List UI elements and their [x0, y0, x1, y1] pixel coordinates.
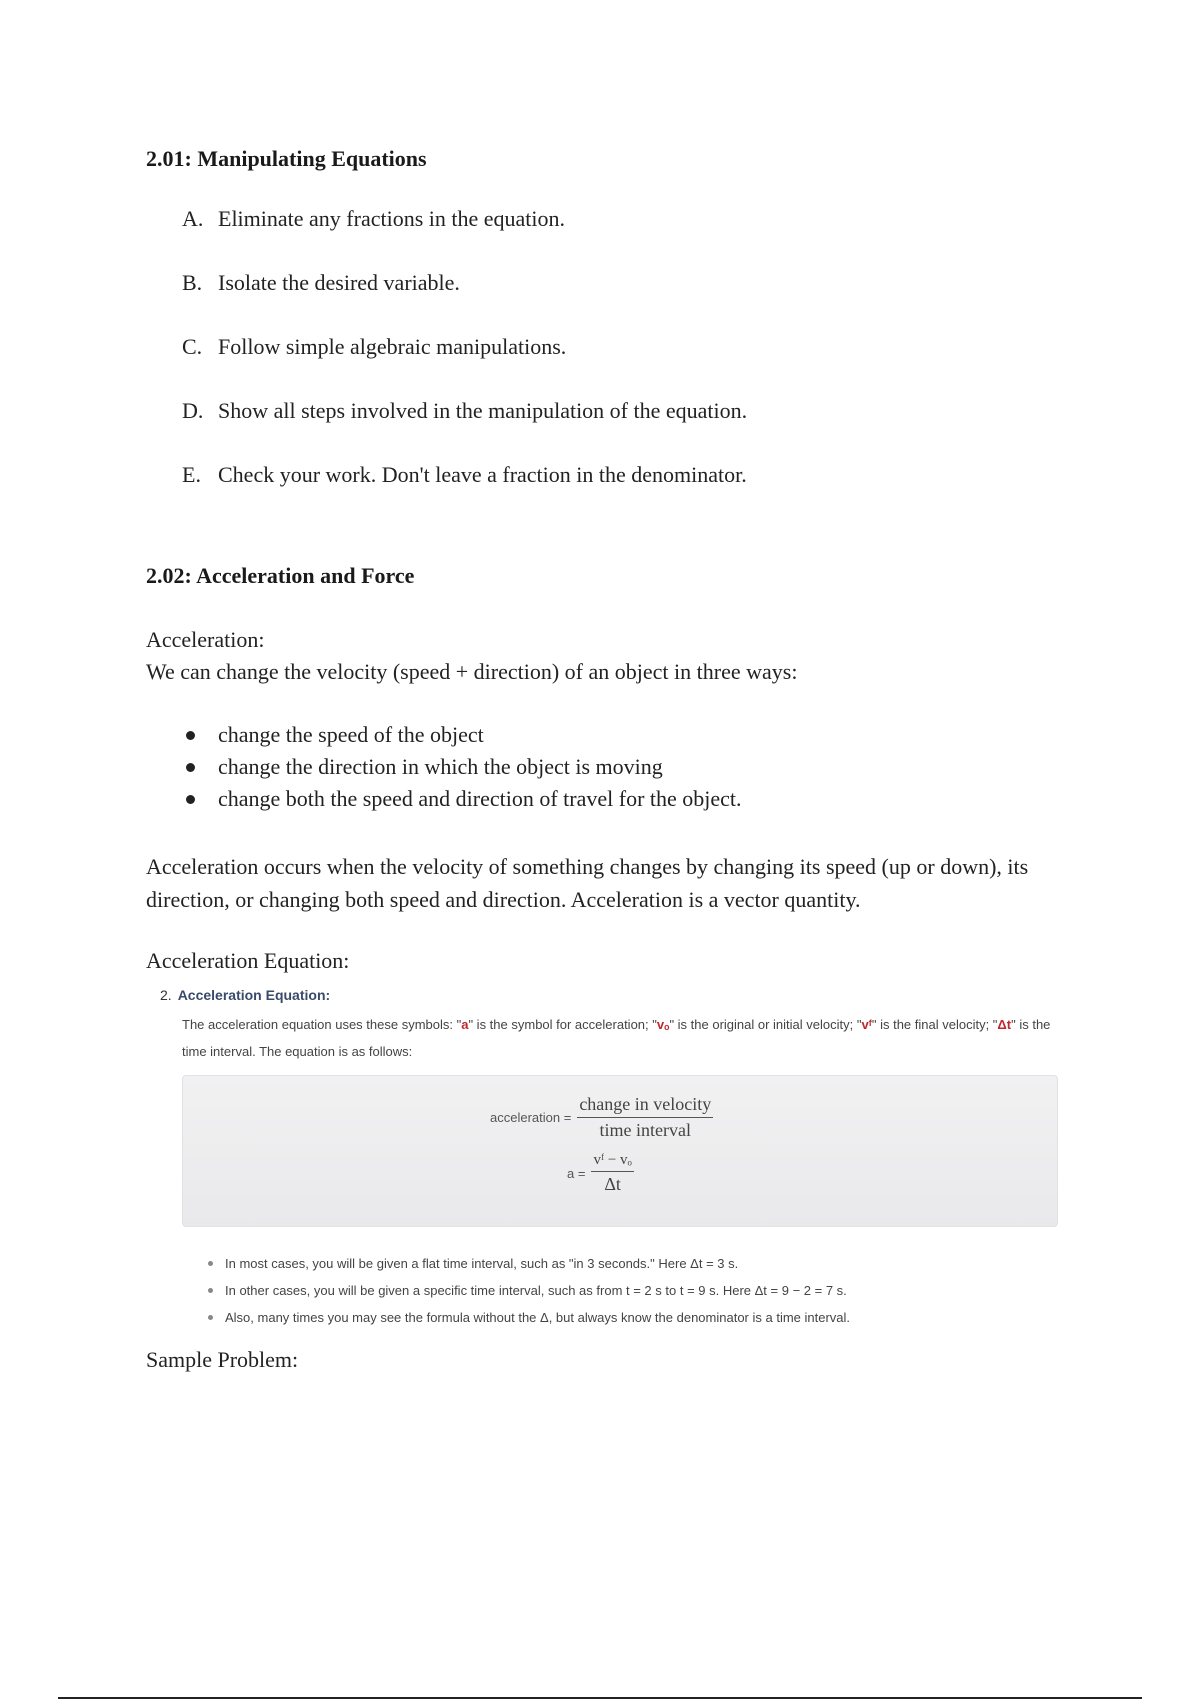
equation-notes-list — [208, 1250, 850, 1331]
bullet-icon — [208, 1288, 213, 1293]
list-item: change the direction in which the object is moving — [182, 751, 742, 783]
symbol-a: a — [461, 1017, 469, 1032]
list-item: C. Follow simple algebraic manipulations. — [182, 334, 567, 359]
bullet-icon — [208, 1315, 213, 1320]
list-item: change the speed of the object — [182, 719, 742, 751]
symbol-vo: vₒ — [656, 1017, 670, 1032]
acceleration-label: Acceleration: — [146, 627, 265, 652]
bullet-icon — [186, 763, 195, 772]
list-item: In other cases, you will be given a specific time interval, such as from t = 2 s to t = 9 s. Here Δt = 9 − 2 = 7 s. — [208, 1277, 850, 1304]
list-item: change both the speed and direction of travel for the object. — [182, 783, 742, 815]
fraction: $\frac{\text{vᶠ − vₒ}}{\Delta t}$ — [593, 1152, 632, 1194]
symbol-dt: Δt — [997, 1017, 1012, 1032]
page-bottom-rule — [58, 1697, 1142, 1699]
equation-box — [182, 1075, 1058, 1227]
sample-problem-label: Sample Problem: — [146, 1347, 299, 1372]
bullet-icon — [208, 1261, 213, 1266]
list-item: Also, many times you may see the formula without the Δ, but always know the denominator is a time interval. — [208, 1304, 850, 1331]
section-heading-manipulating-equations: 2.01: Manipulating Equations — [146, 146, 427, 171]
section-heading-acceleration-and-force: 2.02: Acceleration and Force — [146, 563, 415, 588]
equation-acceleration-symbols: a = $\frac{\text{vᶠ − vₒ}}{\Delta t}$ — [567, 1152, 632, 1194]
acceleration-equation-embed — [160, 987, 1060, 1065]
bullet-icon — [186, 795, 195, 804]
symbol-vf: vᶠ — [861, 1017, 872, 1032]
list-item: In most cases, you will be given a flat time interval, such as "in 3 seconds." Here Δt = 3 s. — [208, 1250, 850, 1277]
equation-acceleration-words: acceleration = $\frac{\text{change in velocity}}{\text{time interval}}$ — [490, 1094, 712, 1140]
list-item: A. Eliminate any fractions in the equation. — [182, 206, 566, 231]
bullet-icon — [186, 731, 195, 740]
embed-description: The acceleration equation uses these symbols: "a" is the symbol for acceleration; "vₒ" is the original or initial velocity; "vᶠ" is the final velocity; "Δt" is the time interval. The equation is as follows: — [182, 1017, 1051, 1059]
velocity-ways-list — [182, 719, 742, 815]
list-item: E. Check your work. Don't leave a fraction in the denominator. — [182, 462, 747, 487]
list-item: B. Isolate the desired variable. — [182, 270, 460, 295]
acceleration-equation-label: Acceleration Equation: — [146, 948, 350, 973]
fraction: $\frac{\text{change in velocity}}{\text{time interval}}$ — [579, 1094, 712, 1140]
embed-title: 2. Acceleration Equation: — [160, 987, 331, 1003]
steps-list — [182, 206, 747, 526]
velocity-intro: We can change the velocity (speed + direction) of an object in three ways: — [146, 659, 798, 684]
acceleration-paragraph: Acceleration occurs when the velocity of something changes by changing its speed (up or down), its direction, or changing both speed and direction. Acceleration is a vector quantity. — [146, 854, 1029, 912]
list-item: D. Show all steps involved in the manipulation of the equation. — [182, 398, 748, 423]
